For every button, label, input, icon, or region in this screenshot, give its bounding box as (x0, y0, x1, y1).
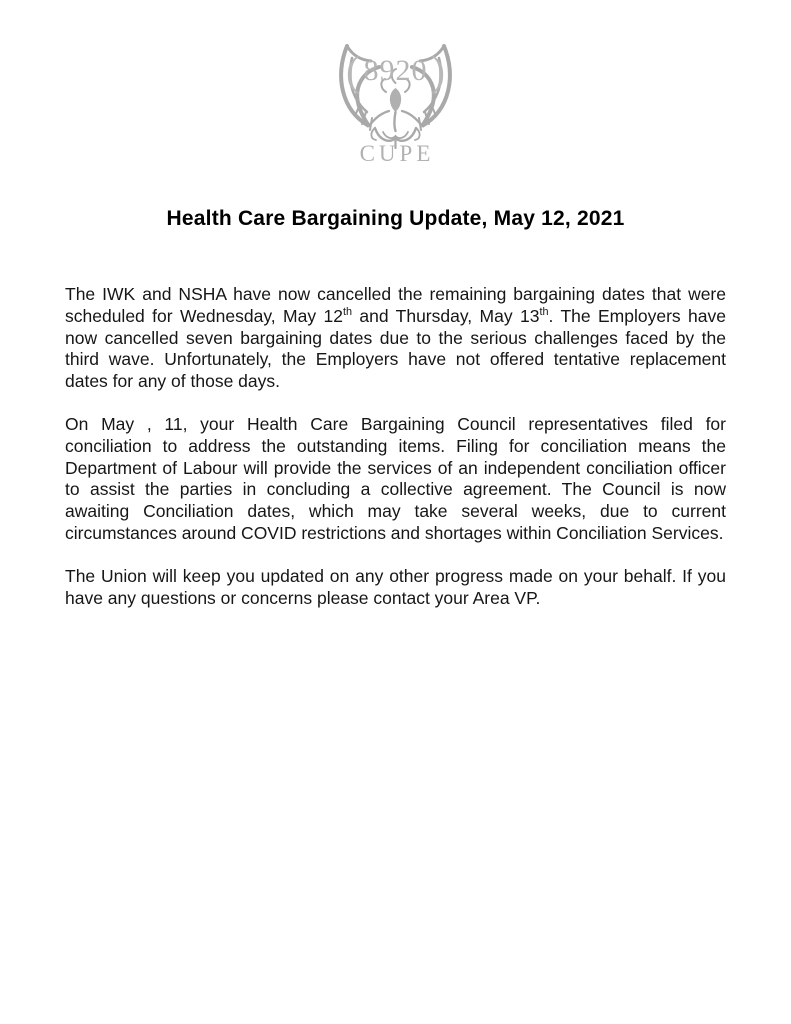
paragraph-1-text: and Thursday, May 13 (352, 305, 540, 326)
logo-number-text: 8920 (363, 54, 428, 87)
page-title: Health Care Bargaining Update, May 12, 2021 (166, 207, 625, 230)
cupe-8920-logo (323, 28, 468, 166)
superscript-th: th (539, 305, 549, 318)
logo-paren-right: ) (431, 49, 445, 95)
document-body (65, 284, 726, 609)
paragraph-1-text: . The Employers have now cancelled seven bargaining dates due to the serious challenges faced by the third wave. Unfortunately, the Employers have not offered tentative replacement dates for any of those days. (65, 305, 727, 392)
paragraph-3: The Union will keep you updated on any other progress made on your behalf. If you have any questions or concerns please contact your Area VP. (65, 565, 726, 608)
logo-org-text: CUPE (359, 141, 435, 166)
paragraph-2: On May , 11, your Health Care Bargaining Council representatives filed for conciliation to address the outstanding items. Filing for conciliation means the Department of Labour will provide the services of an independent conciliation officer to assist the parties in concluding a collective agreement. The Council is now awaiting Conciliation dates, which may take several weeks, due to current circumstances around COVID restrictions and shortages within Conciliation Services. (65, 413, 726, 543)
logo-paren-left: ( (346, 49, 360, 95)
paragraph-1 (65, 284, 726, 393)
cupe-8920-logo-icon (323, 28, 468, 166)
paragraph-1-text: The IWK and NSHA have now cancelled the remaining bargaining dates that were scheduled for Wednesday, May 12 (65, 284, 726, 326)
superscript-th: th (342, 305, 352, 318)
